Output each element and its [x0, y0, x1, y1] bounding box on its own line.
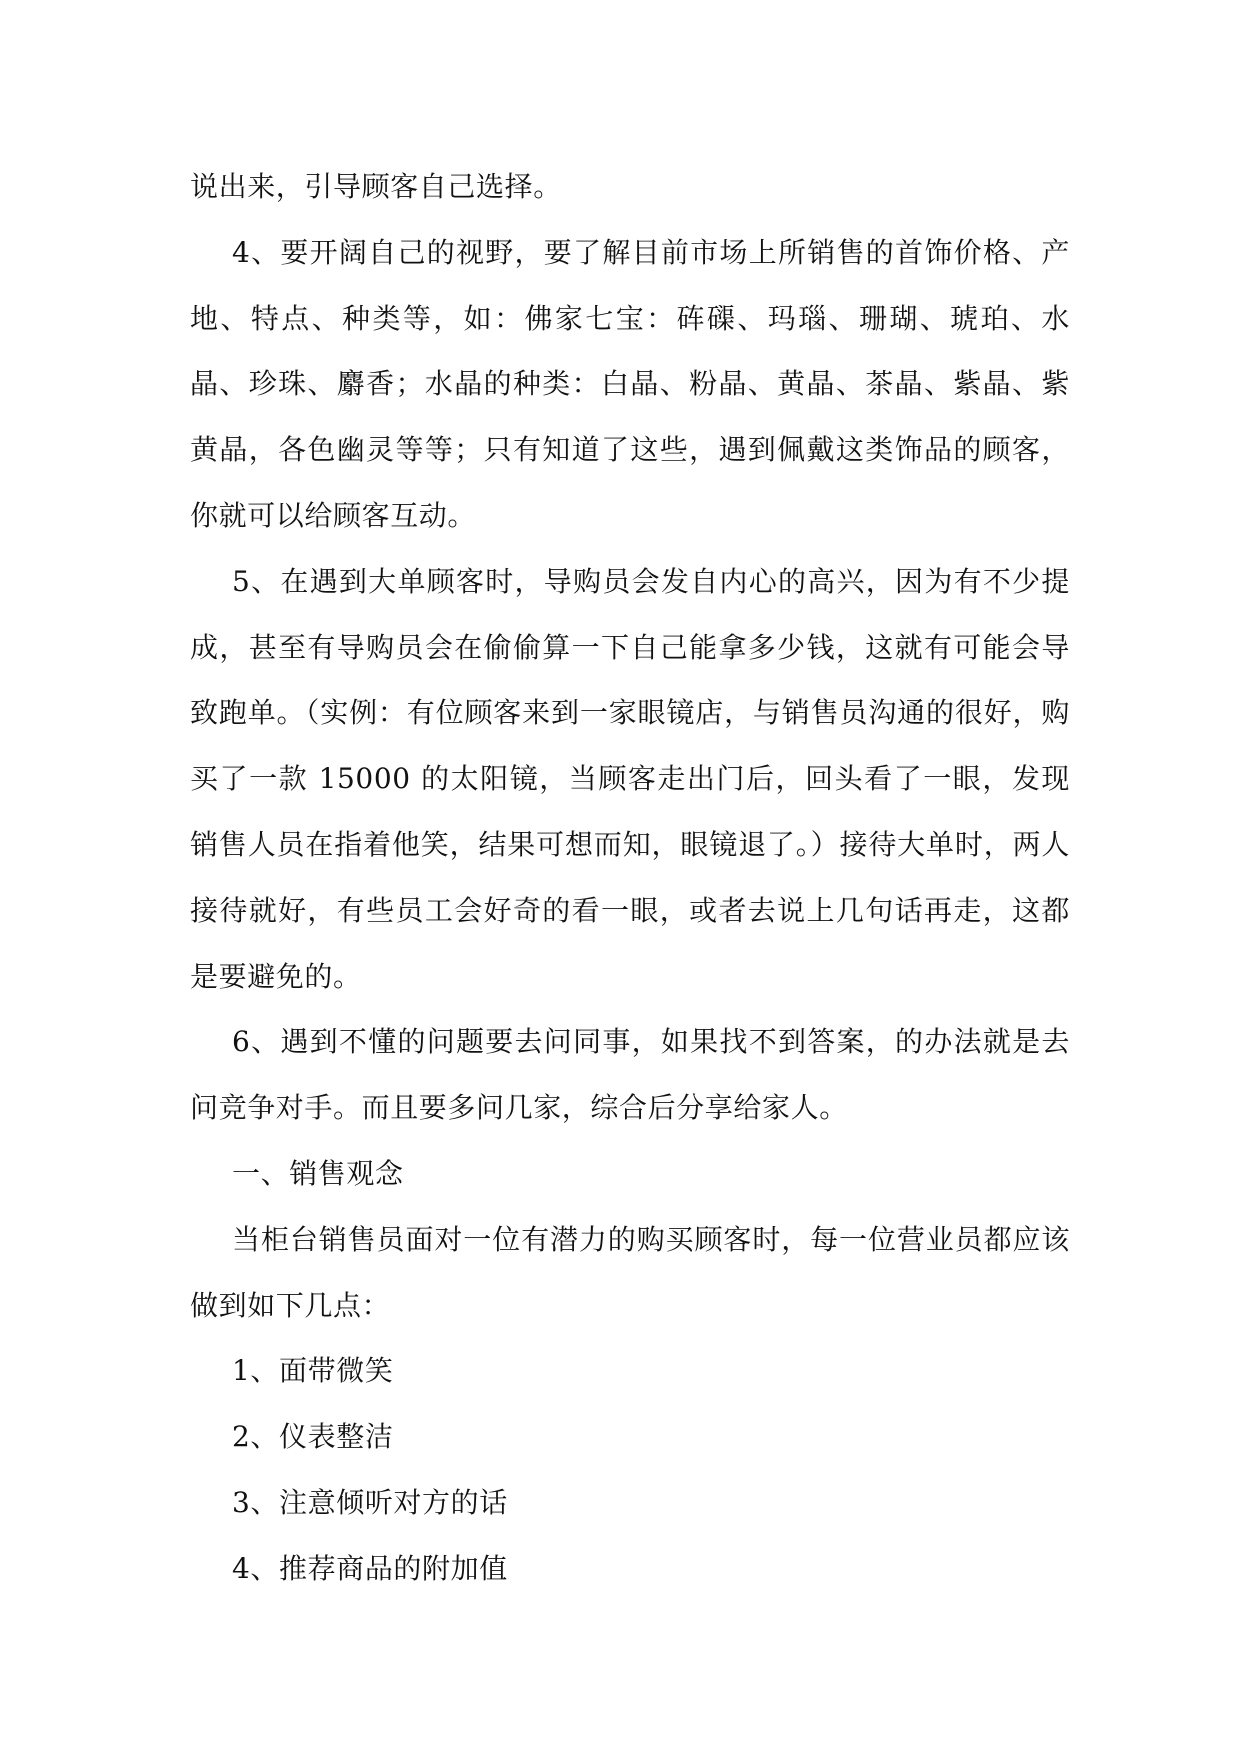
paragraph-continuation: 说出来，引导顾客自己选择。 — [190, 170, 562, 203]
paragraph-item-6-ask-colleagues: 6、遇到不懂的问题要去问同事，如果找不到答案，的办法就是去问竞争对手。而且要多问几家，综合后分享给家人。 — [190, 1025, 1070, 1125]
list-item-listen-carefully: 3、注意倾听对方的话 — [232, 1485, 508, 1519]
list-item-added-value: 4、推荐商品的附加值 — [232, 1551, 508, 1585]
paragraph-sales-intro: 当柜台销售员面对一位有潜力的购买顾客时，每一位营业员都应该做到如下几点： — [190, 1222, 1070, 1322]
list-item-neat-appearance: 2、仪表整洁 — [232, 1420, 394, 1454]
document-body — [190, 154, 1070, 1602]
paragraph-item-4-jewelry-knowledge: 4、要开阔自己的视野，要了解目前市场上所销售的首饰价格、产地、特点、种类等，如：佛家七宝：砗磲、玛瑙、珊瑚、琥珀、水晶、珍珠、麝香；水晶的种类：白晶、粉晶、黄晶、茶晶、紫晶、紫黄晶，各色幽灵等等；只有知道了这些，遇到佩戴这类饰品的顾客，你就可以给顾客互动。 — [190, 235, 1070, 532]
paragraph-item-5-large-orders: 5、在遇到大单顾客时，导购员会发自内心的高兴，因为有不少提成，甚至有导购员会在偷偷算一下自己能拿多少钱，这就有可能会导致跑单。（实例：有位顾客来到一家眼镜店，与销售员沟通的很好，购买了一款 15000 的太阳镜，当顾客走出门后，回头看了一眼，发现销售人员在指着他笑，结果可想而知，眼镜退了。）接待大单时，两人接待就好，有些员工会好奇的看一眼，或者去说上几句话再走，这都是要避免的。 — [190, 564, 1070, 993]
section-heading-sales-concept: 一、销售观念 — [232, 1156, 404, 1190]
list-item-smile: 1、面带微笑 — [232, 1354, 394, 1388]
